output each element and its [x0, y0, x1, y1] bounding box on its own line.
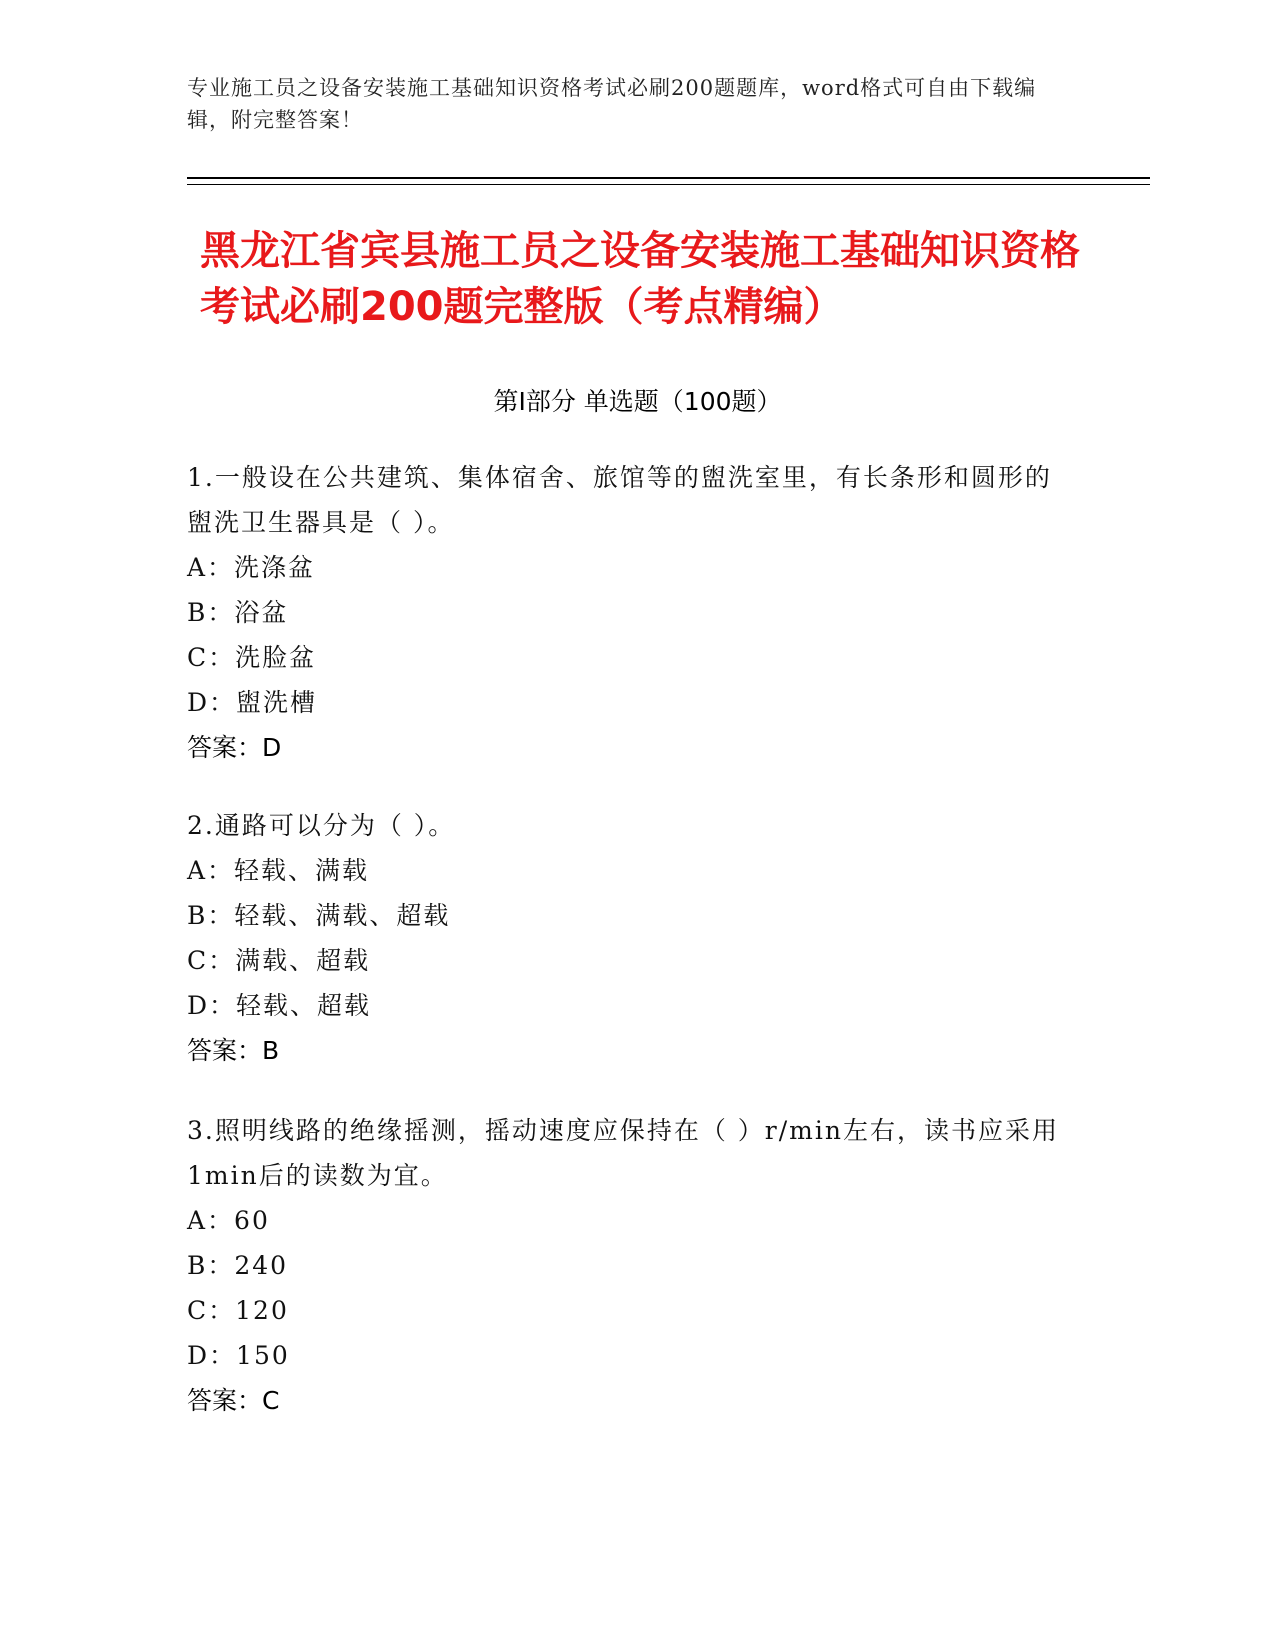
option-b: B：轻载、满载、超载 [187, 901, 451, 930]
question-3 [187, 1108, 1067, 1423]
header-rule-thin [187, 184, 1150, 185]
option-a: A：60 [187, 1206, 270, 1235]
document-title: 黑龙江省宾县施工员之设备安装施工基础知识资格考试必刷200题完整版（考点精编） [200, 228, 1080, 330]
option-c: C：120 [187, 1296, 289, 1325]
question-2 [187, 803, 1067, 1073]
option-b: B：240 [187, 1251, 289, 1280]
answer: 答案：D [187, 733, 282, 762]
question-stem: 3.照明线路的绝缘摇测，摇动速度应保持在（ ）r/min左右，读书应采用1min后的读数为宜。 [187, 1116, 1059, 1190]
question-stem: 2.通路可以分为（ ）。 [187, 811, 456, 840]
question-stem: 1.一般设在公共建筑、集体宿舍、旅馆等的盥洗室里，有长条形和圆形的盥洗卫生器具是（ ）。 [187, 463, 1052, 537]
option-b: B：浴盆 [187, 598, 289, 627]
section-title: 第Ⅰ部分 单选题（100题） [493, 387, 782, 416]
option-d: D：轻载、超载 [187, 991, 372, 1020]
option-c: C：洗脸盆 [187, 643, 317, 672]
answer: 答案：C [187, 1386, 280, 1415]
question-1 [187, 455, 1067, 770]
option-a: A：轻载、满载 [187, 856, 370, 885]
option-d: D：盥洗槽 [187, 688, 318, 717]
option-a: A：洗涤盆 [187, 553, 316, 582]
option-c: C：满载、超载 [187, 946, 371, 975]
header-rule-thick [187, 177, 1150, 179]
header-note: 专业施工员之设备安装施工基础知识资格考试必刷200题题库，word格式可自由下载编辑，附完整答案！ [187, 76, 1037, 132]
answer: 答案：B [187, 1036, 280, 1065]
option-d: D：150 [187, 1341, 290, 1370]
